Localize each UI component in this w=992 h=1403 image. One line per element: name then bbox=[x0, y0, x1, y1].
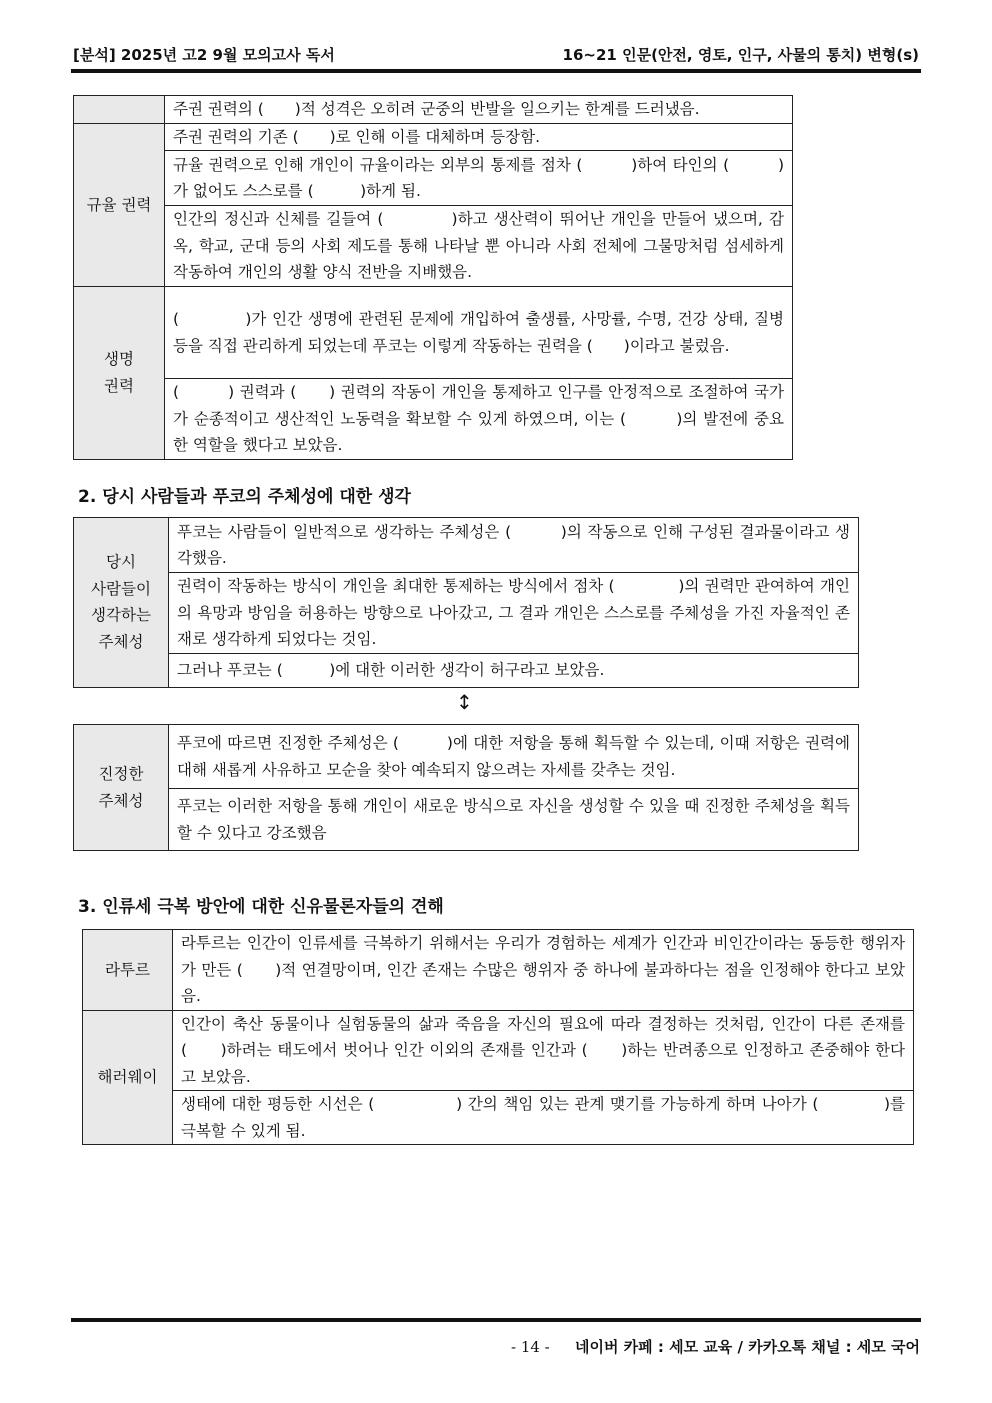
section-title-2: 2. 당시 사람들과 푸코의 주체성에 대한 생각 bbox=[78, 487, 411, 507]
table-power bbox=[73, 95, 793, 460]
table-row: ( ) 권력과 ( ) 권력의 작동이 개인을 통제하고 인구를 안정적으로 조절하여 국가가 순종적이고 생산적인 노동력을 확보할 수 있게 하였으며, 이는 ( )의 발전에 중요한 역할을 했다고 보았음. bbox=[165, 379, 793, 460]
table-row: ( )가 인간 생명에 관련된 문제에 개입하여 출생률, 사망률, 수명, 건강 상태, 질병 등을 직접 관리하게 되었는데 푸코는 이렇게 작동하는 권력을 ( )이라고 불렀음. bbox=[165, 287, 793, 379]
header-left-title: [분석] 2025년 고2 9월 모의고사 독서 bbox=[73, 46, 335, 64]
table-row: 라투르는 인간이 인류세를 극복하기 위해서는 우리가 경험하는 세계가 인간과 비인간이라는 동등한 행위자가 만든 ( )적 연결망이며, 인간 존재는 수많은 행위자 중 하나에 불과하다는 점을 인정해야 한다고 보았음. bbox=[173, 930, 914, 1011]
header-rule bbox=[71, 69, 921, 73]
table-row: 그러나 푸코는 ( )에 대한 이러한 생각이 허구라고 보았음. bbox=[169, 653, 859, 687]
table-row: 규율 권력으로 인해 개인이 규율이라는 외부의 통제를 점차 ( )하여 타인의 ( )가 없어도 스스로를 ( )하게 됨. bbox=[165, 151, 793, 206]
footer-text: 네이버 카페 : 세모 교육 / 카카오톡 채널 : 세모 국어 bbox=[574, 1338, 920, 1356]
table-row: 인간의 정신과 신체를 길들여 ( )하고 생산력이 뛰어난 개인을 만들어 냈으며, 감옥, 학교, 군대 등의 사회 제도를 통해 나타날 뿐 아니라 사회 전체에 그물망처럼 섬세하게 작동하여 개인의 생활 양식 전반을 지배했음. bbox=[165, 206, 793, 287]
table-row: 주권 권력의 ( )적 성격은 오히려 군중의 반발을 일으키는 한계를 드러냈음. bbox=[165, 96, 793, 124]
section-title-3: 3. 인류세 극복 방안에 대한 신유물론자들의 견해 bbox=[78, 897, 444, 917]
label-bio-power: 생명 권력 bbox=[74, 287, 165, 460]
table-row: 생태에 대한 평등한 시선은 ( ) 간의 책임 있는 관계 맺기를 가능하게 하며 나아가 ( )를 극복할 수 있게 됨. bbox=[173, 1091, 914, 1145]
label-common-subjectivity: 당시 사람들이 생각하는 주체성 bbox=[74, 518, 169, 688]
table-subjectivity-true bbox=[73, 724, 859, 851]
label-cell-empty bbox=[74, 96, 165, 124]
label-discipline-power: 규율 권력 bbox=[74, 123, 165, 287]
page-number: - 14 - bbox=[510, 1338, 550, 1356]
table-subjectivity-common bbox=[73, 517, 859, 688]
table-row: 푸코에 따르면 진정한 주체성은 ( )에 대한 저항을 통해 획득할 수 있는데, 이때 저항은 권력에 대해 새롭게 사유하고 모순을 찾아 예속되지 않으려는 자세를 갖추는 것임. bbox=[169, 725, 859, 789]
table-row: 푸코는 사람들이 일반적으로 생각하는 주체성은 ( )의 작동으로 인해 구성된 결과물이라고 생각했음. bbox=[169, 518, 859, 573]
up-down-arrow-icon: ↕ bbox=[456, 690, 473, 714]
table-row: 주권 권력의 기존 ( )로 인해 이를 대체하며 등장함. bbox=[165, 123, 793, 151]
table-row: 푸코는 이러한 저항을 통해 개인이 새로운 방식으로 자신을 생성할 수 있을 때 진정한 주체성을 획득할 수 있다고 강조했음 bbox=[169, 789, 859, 851]
label-latour: 라투르 bbox=[83, 930, 173, 1011]
table-row: 권력이 작동하는 방식이 개인을 최대한 통제하는 방식에서 점차 ( )의 권력만 관여하여 개인의 욕망과 방임을 허용하는 방향으로 나아갔고, 그 결과 개인은 스스로를 주체성을 가진 자율적인 존재로 생각하게 되었다는 것임. bbox=[169, 573, 859, 654]
footer-rule bbox=[71, 1318, 921, 1322]
table-anthropocene bbox=[82, 929, 914, 1145]
page-footer bbox=[511, 1336, 920, 1357]
label-haraway: 해러웨이 bbox=[83, 1010, 173, 1145]
label-true-subjectivity: 진정한 주체성 bbox=[74, 725, 169, 851]
table-row: 인간이 축산 동물이나 실험동물의 삶과 죽음을 자신의 필요에 따라 결정하는 것처럼, 인간이 다른 존재를 ( )하려는 태도에서 벗어나 인간 이외의 존재를 인간과 ( )하는 반려종으로 인정하고 존중해야 한다고 보았음. bbox=[173, 1010, 914, 1091]
page-header bbox=[71, 42, 921, 68]
header-right-title: 16~21 인문(안전, 영토, 인구, 사물의 통치) 변형(s) bbox=[562, 46, 919, 64]
